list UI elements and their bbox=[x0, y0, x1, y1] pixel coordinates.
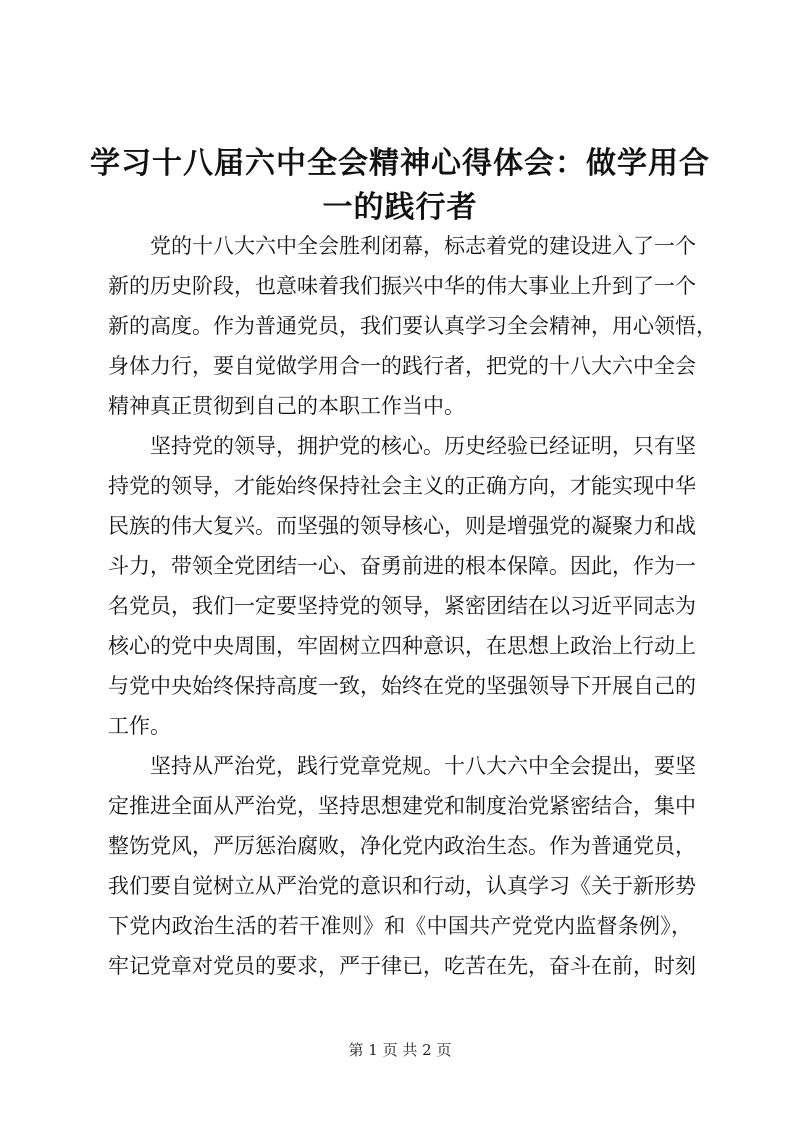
paragraph-3-line: 牢记党章对党员的要求，严于律已，吃苦在先，奋斗在前，时刻 bbox=[108, 954, 696, 978]
paragraph-3-line: 整饬党风，严厉惩治腐败，净化党内政治生态。作为普通党员， bbox=[108, 834, 696, 858]
document-title-line-1: 学习十八届六中全会精神心得体会：做学用合 bbox=[90, 146, 710, 181]
paragraph-2-line: 名党员，我们一定要坚持党的领导，紧密团结在以习近平同志为 bbox=[108, 594, 696, 618]
document-title-line-2: 一的践行者 bbox=[322, 190, 478, 225]
paragraph-3-line: 坚持从严治党，践行党章党规。十八大六中全会提出，要坚 bbox=[150, 754, 696, 778]
paragraph-2-line: 核心的党中央周围，牢固树立四种意识，在思想上政治上行动上 bbox=[108, 634, 696, 658]
paragraph-1-line: 精神真正贯彻到自己的本职工作当中。 bbox=[108, 394, 465, 418]
page-number-footer: 第 1 页 共 2 页 bbox=[348, 1041, 452, 1059]
paragraph-3-line: 定推进全面从严治党，坚持思想建党和制度治党紧密结合，集中 bbox=[108, 794, 696, 818]
paragraph-1-line: 身体力行，要自觉做学用合一的践行者，把党的十八大六中全会 bbox=[108, 354, 696, 378]
paragraph-2-line: 民族的伟大复兴。而坚强的领导核心，则是增强党的凝聚力和战 bbox=[108, 514, 696, 538]
paragraph-2-line: 坚持党的领导，拥护党的核心。历史经验已经证明，只有坚 bbox=[150, 434, 696, 458]
paragraph-2-line: 持党的领导，才能始终保持社会主义的正确方向，才能实现中华 bbox=[108, 474, 696, 498]
paragraph-3-line: 下党内政治生活的若干准则》和《中国共产党党内监督条例》， bbox=[108, 914, 692, 938]
paragraph-1-line: 新的历史阶段，也意味着我们振兴中华的伟大事业上升到了一个 bbox=[108, 274, 696, 298]
paragraph-2-line: 与党中央始终保持高度一致，始终在党的坚强领导下开展自己的 bbox=[108, 674, 696, 698]
paragraph-2-line: 斗力，带领全党团结一心、奋勇前进的根本保障。因此，作为一 bbox=[108, 554, 696, 578]
paragraph-2-line: 工作。 bbox=[108, 714, 171, 738]
paragraph-1-line: 新的高度。作为普通党员，我们要认真学习全会精神，用心领悟， bbox=[108, 314, 717, 338]
paragraph-1-line: 党的十八大六中全会胜利闭幕，标志着党的建设进入了一个 bbox=[150, 234, 696, 258]
paragraph-3-line: 我们要自觉树立从严治党的意识和行动，认真学习《关于新形势 bbox=[108, 874, 696, 898]
